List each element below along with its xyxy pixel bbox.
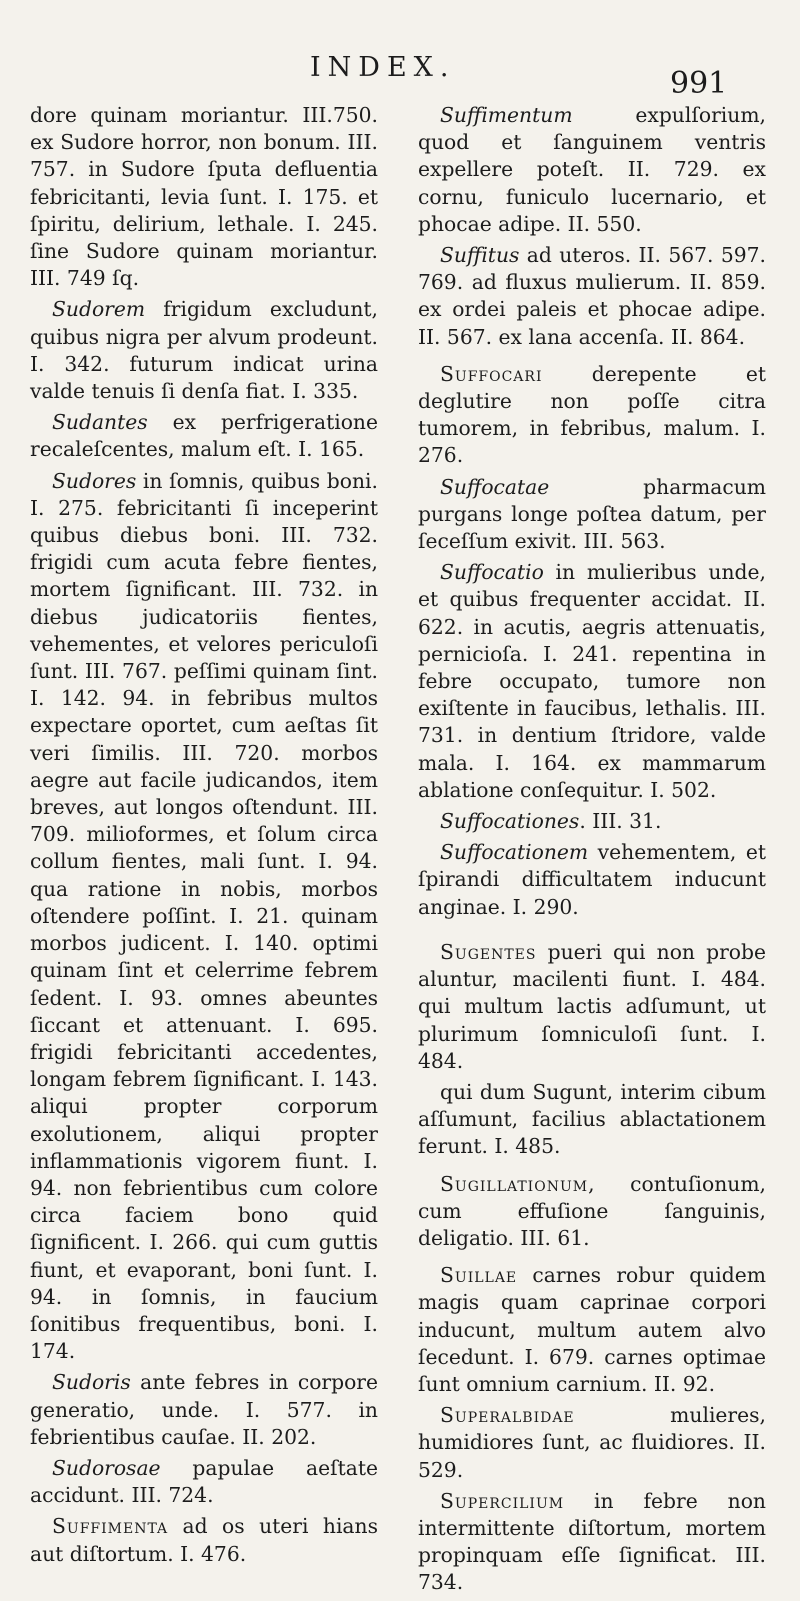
entry-keyword: Sudantes: [52, 410, 148, 435]
right-column: [418, 102, 766, 1601]
entry-keyword: Sudoris: [52, 1370, 131, 1395]
index-entry: Suffocationem vehementem, et ſpirandi difficultatem inducunt anginae. I. 290.: [418, 840, 766, 919]
entry-keyword: Suillae: [440, 1263, 518, 1288]
entry-keyword: Sugillationum: [440, 1171, 589, 1196]
index-entry: qui dum Sugunt, interim cibum aſſumunt, facilius ablactationem ferunt. I. 485.: [418, 1079, 766, 1159]
entry-keyword: Superalbidae: [440, 1403, 575, 1428]
page-number: 991: [670, 66, 728, 101]
running-head: INDEX.: [310, 52, 456, 83]
index-entry: Sugentes pueri qui non probe aluntur, macilenti fiunt. I. 484. qui multum lactis adſumunt, ut plurimum ſomniculoſi ſunt. I. 484.: [418, 939, 766, 1073]
index-entry: Suffitus ad uteros. II. 567. 597. 769. ad fluxus mulierum. II. 859. ex ordei paleis et phocae adipe. II. 567. ex lana accenſa. II. 864.: [418, 243, 766, 349]
left-column: [30, 102, 378, 1572]
index-entry: Suffocatae pharmacum purgans longe poſtea datum, per ſeceſſum exivit. III. 563.: [418, 474, 766, 554]
entry-keyword: Suffimenta: [52, 1514, 169, 1539]
index-entry: Sudantes ex perfrigeratione recaleſcentes, malum eſt. I. 165.: [30, 410, 378, 462]
entry-keyword: Suffocationem: [440, 840, 589, 865]
page-header: [0, 52, 800, 101]
entry-keyword: Sudorosae: [52, 1455, 161, 1480]
entry-keyword: Suffitus: [440, 243, 520, 268]
index-entry: Supercilium in febre non intermittente diſtortum, mortem propinquam eſſe ſignificat. III. 734.: [418, 1488, 766, 1595]
index-entry: dore quinam moriantur. III.750. ex Sudore horror, non bonum. III. 757. in Sudore ſputa defluentia febricitanti, levia ſunt. I. 175. et ſpiritu, delirium, lethale. I. 245. ſine Sudore quinam moriantur. III. 749 ſq.: [30, 103, 378, 291]
entry-keyword: Sudores: [52, 468, 137, 493]
index-entry: Sudoris ante febres in corpore generatio, unde. I. 577. in febrientibus cauſae. II. 202.: [30, 1370, 378, 1449]
index-entry: Suffocationes. III. 31.: [440, 809, 662, 834]
entry-keyword: Suffimentum: [440, 103, 573, 127]
entry-keyword: Suffocationes: [440, 809, 580, 834]
index-entry: Suillae carnes robur quidem magis quam caprinae corpori inducunt, multum autem alvo ſecedunt. I. 679. carnes optimae ſunt omnium carnium. II. 92.: [418, 1263, 766, 1396]
index-entry: Suffocari derepente et deglutire non poſſe citra tumorem, in febribus, malum. I. 276.: [418, 361, 766, 468]
entry-keyword: Suffocatio: [440, 560, 544, 585]
entry-keyword: Suffocari: [440, 361, 543, 386]
index-entry: Sudores in ſomnis, quibus boni. I. 275. febricitanti ſi inceperint quibus diebus boni. III. 732. frigidi cum acuta febre fientes, mortem ſignificant. III. 732. in diebus judicatoriis fientes, vehementes, et velores periculoſi ſunt. III. 767. peſſimi quinam ſint. I. 142. 94. in febribus multos expectare oportet, cum aeſtas ſit veri ſimilis. III. 720. morbos aegre aut facile judicandos, item breves, aut longos oſtendunt. III. 709. milioformes, et ſolum circa collum fientes, mali ſunt. I. 94. qua ratione in nobis, morbos oſtendere poſſint. I. 21. quinam morbos judicent. I. 140. optimi quinam ſint et celerrime febrem ſedent. I. 93. omnes abeuntes ſiccant et attenuant. I. 695. frigidi febricitanti accedentes, longam febrem ſignificant. I. 143. aliqui propter corporum exolutionem, aliqui propter inflammationis vigorem fiunt. I. 94. non febrientibus cum colore circa faciem bono quid ſignificent. I. 266. qui cum guttis fiunt, et evaporant, boni ſunt. I. 94. in ſomnis, in faucium ſonitibus frequentibus, boni. I. 174.: [30, 468, 378, 1364]
entry-keyword: Supercilium: [440, 1488, 565, 1513]
index-entry: Sudorosae papulae aeſtate accidunt. III. 724.: [30, 1455, 378, 1508]
entry-keyword: Sudorem: [52, 297, 146, 322]
entry-keyword: Sugentes: [440, 939, 537, 964]
entry-keyword: Suffocatae: [440, 474, 550, 499]
index-entry: Sudorem frigidum excludunt, quibus nigra per alvum prodeunt. I. 342. futurum indicat urina valde tenuis ſi denſa fiat. I. 335.: [30, 297, 378, 404]
index-entry: Suffimenta ad os uteri hians aut diſtortum. I. 476.: [30, 1514, 378, 1566]
index-entry: Suffocatio in mulieribus unde, et quibus frequenter accidat. II. 622. in acutis, aegris attenuatis, pernicioſa. I. 241. repentina in febre occupato, tumore non exiſtente in faucibus, lethalis. III. 731. in dentium ſtridore, valde mala. I. 164. ex mammarum ablatione conſequitur. I. 502.: [418, 560, 766, 802]
index-entry: Superalbidae mulieres, humidiores ſunt, ac fluidiores. II. 529.: [418, 1403, 766, 1482]
index-entry: Suffimentum expulſorium, quod et ſanguinem ventris expellere poteſt. II. 729. ex cornu, funiculo lucernario, et phocae adipe. II. 550.: [418, 103, 766, 236]
index-entry: Sugillationum, contuſionum, cum effuſione ſanguinis, deligatio. III. 61.: [418, 1171, 766, 1250]
